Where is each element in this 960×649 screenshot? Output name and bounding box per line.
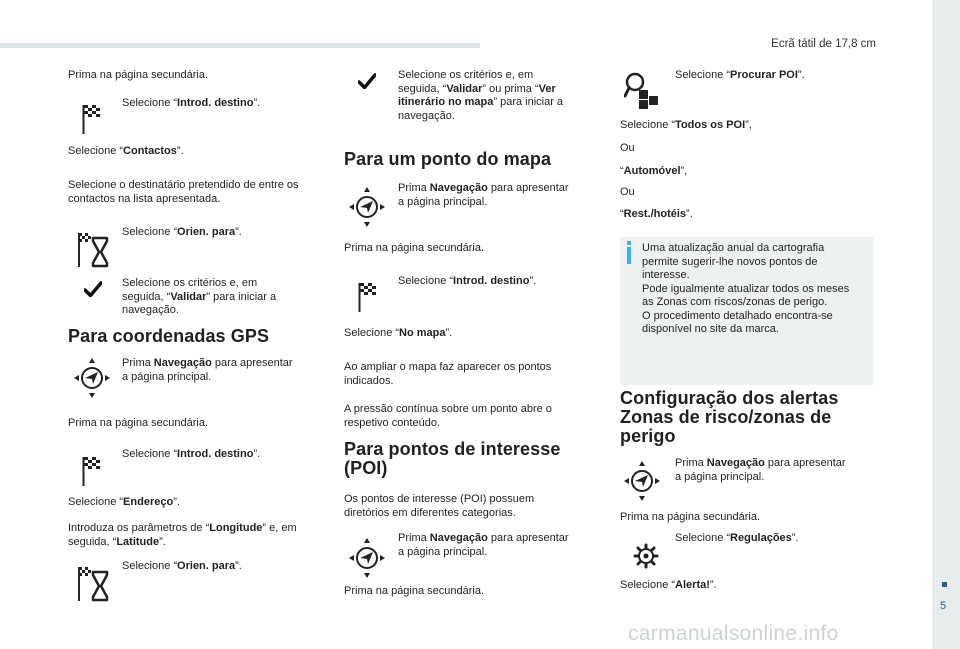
paragraph: Selecione o destinatário pretendido de entre os contactos na lista apresentada. <box>68 179 299 205</box>
section-heading: Configuração dos alertas Zonas de risco/zonas de perigo <box>620 388 839 446</box>
step-text: Prima Navegação para apresentar a página principal. <box>398 182 569 208</box>
watermark: carmanualsonline.info <box>628 622 839 645</box>
page-marker <box>942 582 947 587</box>
option-text: “Rest./hotéis”. <box>620 208 693 220</box>
navigation-icon <box>347 536 387 580</box>
step-text: Selecione “Contactos”. <box>68 145 184 157</box>
step-text: Selecione “Endereço”. <box>68 496 180 508</box>
step-text: Selecione “Orien. para”. <box>122 560 242 572</box>
step-text: Selecione “Procurar POI”. <box>675 69 805 81</box>
navigation-icon <box>622 459 662 503</box>
section-heading: Para coordenadas GPS <box>68 326 270 346</box>
info-icon-bar <box>627 247 631 264</box>
step-text: Prima Navegação para apresentar a página principal. <box>398 532 569 558</box>
section-heading: Para um ponto do mapa <box>344 149 552 169</box>
instruction-text: Prima na página secundária. <box>344 585 485 597</box>
paragraph: A pressão contínua sobre um ponto abre o respetivo conteúdo. <box>344 403 552 429</box>
step-text: Selecione “Orien. para”. <box>122 226 242 238</box>
step-text: Selecione “Introd. destino”. <box>122 448 261 460</box>
poi-search-icon <box>624 72 660 110</box>
step-text: Prima Navegação para apresentar a página principal. <box>675 457 846 483</box>
step-text: Selecione “Introd. destino”. <box>122 97 261 109</box>
page-sidebar <box>932 0 960 649</box>
step-text: Selecione os critérios e, em seguida, “Validar” ou prima “Ver itinerário no mapa” para iniciar a navegação. <box>398 69 564 122</box>
or-text: Ou <box>620 186 635 198</box>
checkered-hourglass-icon <box>77 567 109 603</box>
navigation-icon <box>347 185 387 229</box>
paragraph: Os pontos de interesse (POI) possuem diretórios em diferentes categorias. <box>344 493 535 519</box>
info-note-text: Uma atualização anual da cartografia permite sugerir-lhe novos pontos de interesse. Pode igualmente atualizar todos os meses as Zonas com riscos/zonas de perigo. O procedimento detalhado encontra-se disponível no site da marca. <box>642 242 850 335</box>
checkmark-icon <box>84 281 102 297</box>
step-text: Selecione “Alerta!”. <box>620 579 717 591</box>
page-number: 5 <box>940 600 947 612</box>
flag-icon <box>82 456 100 486</box>
navigation-icon <box>72 356 112 400</box>
info-icon <box>627 241 631 245</box>
settings-gear-icon <box>633 543 659 569</box>
running-title: Ecrã tátil de 17,8 cm <box>771 38 876 50</box>
paragraph: Introduza os parâmetros de “Longitude” e, em seguida, “Latitude”. <box>68 522 297 548</box>
instruction-text: Prima na página secundária. <box>68 417 209 429</box>
flag-icon <box>82 104 100 134</box>
checkered-hourglass-icon <box>77 233 109 269</box>
option-text: “Automóvel”, <box>620 165 688 177</box>
section-heading: Para pontos de interesse (POI) <box>344 439 561 478</box>
top-rule <box>0 43 480 48</box>
instruction-text: Prima na página secundária. <box>344 242 485 254</box>
or-text: Ou <box>620 142 635 154</box>
step-text: Selecione “No mapa”. <box>344 327 453 339</box>
step-text: Selecione “Todos os POI”, <box>620 119 752 131</box>
step-text: Selecione “Regulações”. <box>675 532 799 544</box>
instruction-text: Prima na página secundária. <box>68 69 209 81</box>
instruction-text: Prima na página secundária. <box>620 511 761 523</box>
step-text: Selecione os critérios e, em seguida, “Validar” para iniciar a navegação. <box>122 277 277 316</box>
paragraph: Ao ampliar o mapa faz aparecer os pontos indicados. <box>344 361 552 387</box>
step-text: Prima Navegação para apresentar a página principal. <box>122 357 293 383</box>
checkmark-icon <box>358 73 376 89</box>
step-text: Selecione “Introd. destino”. <box>398 275 537 287</box>
flag-icon <box>358 282 376 312</box>
